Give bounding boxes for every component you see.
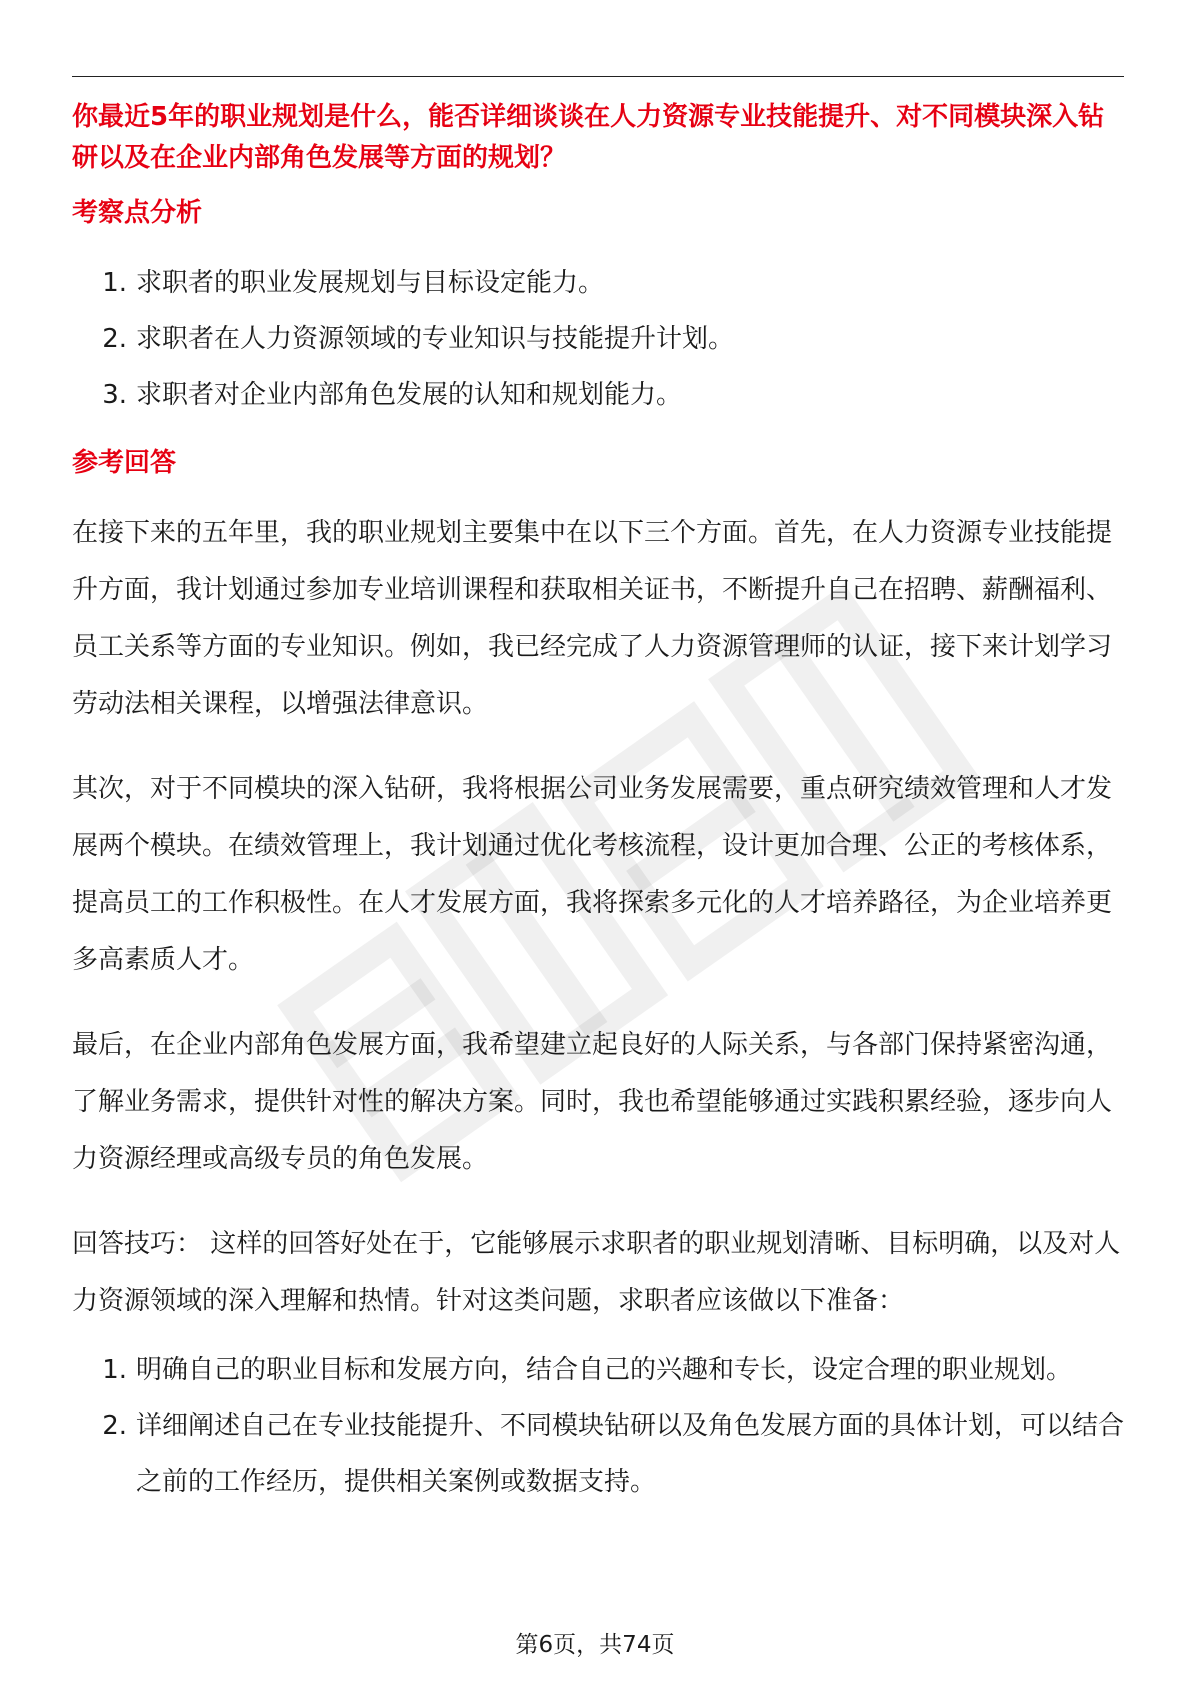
answer-tips-paragraph: 回答技巧： 这样的回答好处在于，它能够展示求职者的职业规划清晰、目标明确，以及对人力资源领域的深入理解和热情。针对这类问题，求职者应该做以下准备： (72, 1229, 1121, 1316)
answer-title: 参考回答 (72, 448, 177, 478)
list-item (72, 367, 1124, 423)
analysis-title: 考察点分析 (72, 198, 203, 228)
list-item-text: 求职者对企业内部角色发展的认知和规划能力。 (136, 380, 683, 410)
list-item-text: 明确自己的职业目标和发展方向，结合自己的兴趣和专长，设定合理的职业规划。 (136, 1355, 1073, 1385)
answer-paragraph: 其次，对于不同模块的深入钻研，我将根据公司业务发展需要，重点研究绩效管理和人才发展两个模块。在绩效管理上，我计划通过优化考核流程，设计更加合理、公正的考核体系，提高员工的工作积极性。在人才发展方面，我将探索多元化的人才培养路径，为企业培养更多高素质人才。 (72, 774, 1113, 975)
list-item-number: 3. (102, 380, 127, 410)
list-item-text: 求职者的职业发展规划与目标设定能力。 (136, 268, 605, 298)
list-item-text: 详细阐述自己在专业技能提升、不同模块钻研以及角色发展方面的具体计划，可以结合之前的工作经历，提供相关案例或数据支持。 (136, 1411, 1125, 1497)
page-number: 第6页，共74页 (515, 1632, 675, 1658)
document-page (72, 76, 1124, 1510)
list-item-number: 1. (102, 268, 127, 298)
answer-paragraph: 最后，在企业内部角色发展方面，我希望建立起良好的人际关系，与各部门保持紧密沟通，了解业务需求，提供针对性的解决方案。同时，我也希望能够通过实践积累经验，逐步向人力资源经理或高级专员的角色发展。 (72, 1030, 1113, 1174)
list-item-number: 2. (102, 324, 127, 354)
list-item (72, 1398, 1124, 1510)
list-item (72, 1342, 1124, 1398)
list-item-number: 1. (102, 1355, 127, 1385)
answer-paragraph: 在接下来的五年里，我的职业规划主要集中在以下三个方面。首先，在人力资源专业技能提升方面，我计划通过参加专业培训课程和获取相关证书，不断提升自己在招聘、薪酬福利、员工关系等方面的专业知识。例如，我已经完成了人力资源管理师的认证，接下来计划学习劳动法相关课程，以增强法律意识。 (72, 518, 1113, 719)
list-item (72, 255, 1124, 311)
list-item (72, 311, 1124, 367)
top-divider (72, 76, 1124, 77)
list-item-number: 2. (102, 1411, 127, 1441)
list-item-text: 求职者在人力资源领域的专业知识与技能提升计划。 (136, 324, 735, 354)
tips-list (72, 1342, 1124, 1510)
analysis-list (72, 255, 1124, 423)
question-heading: 你最近5年的职业规划是什么，能否详细谈谈在人力资源专业技能提升、对不同模块深入钻研以及在企业内部角色发展等方面的规划？ (72, 102, 1105, 173)
